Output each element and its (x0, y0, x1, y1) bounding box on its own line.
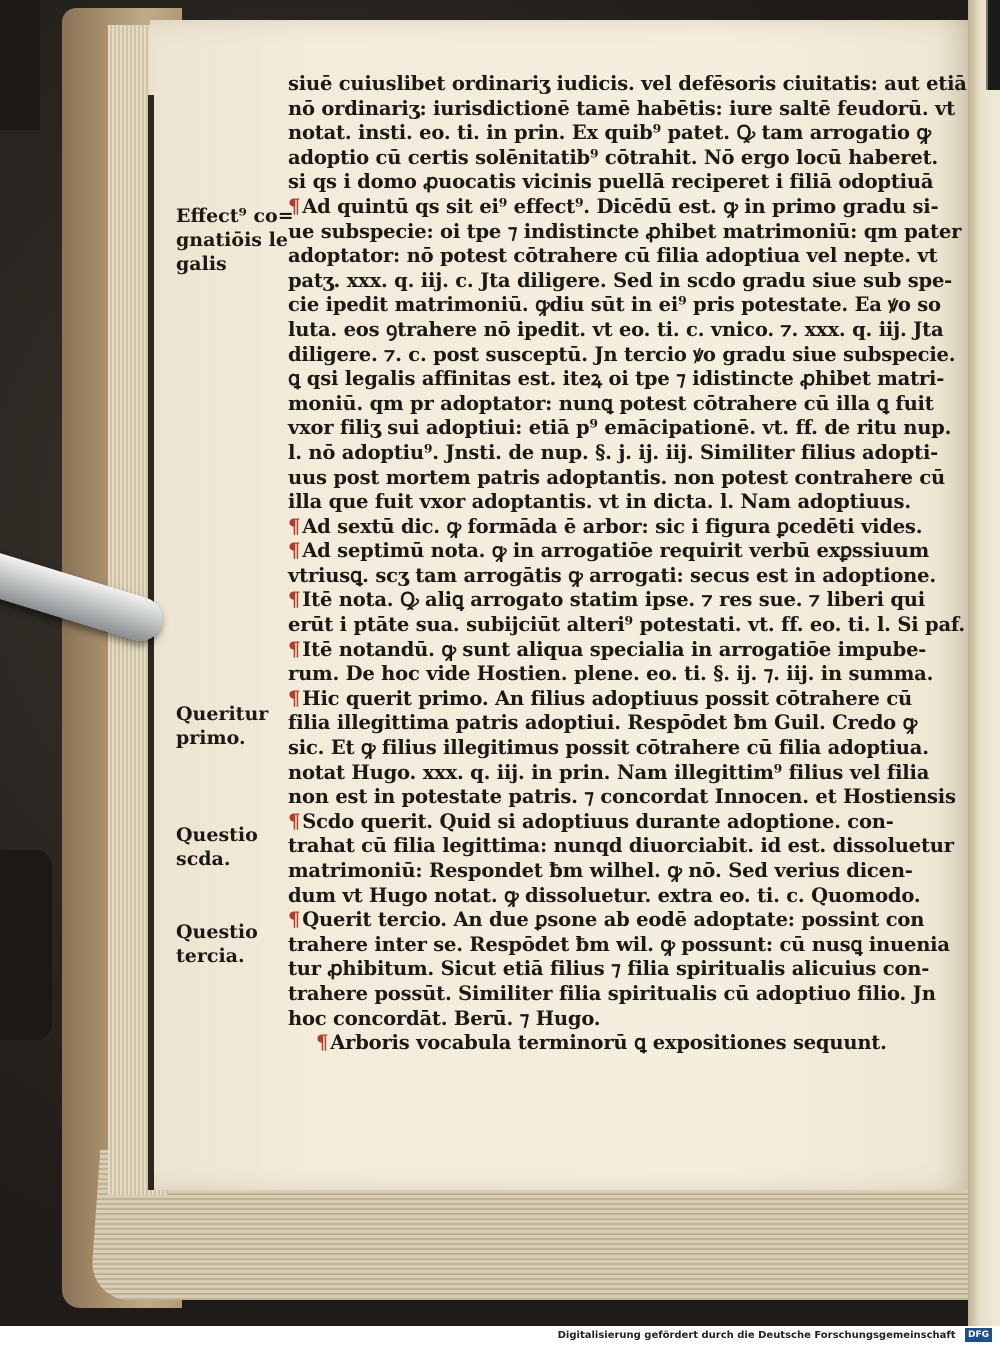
text-line (288, 908, 925, 933)
text-line-content: Itē notandū. ꝙ sunt aliqua specialia in arrogatiōe impube- (302, 637, 927, 661)
rubric-paragraph-icon: ¶ (288, 637, 301, 661)
text-line-content: vtriusꝗ. scʒ tam arrogātis ꝙ arrogati: secus est in adoptione. (288, 563, 936, 587)
text-line (288, 465, 945, 491)
margin-note-line: Queritur (176, 703, 269, 725)
text-line (288, 711, 918, 736)
text-line-content: hoc concordāt. Berū. ⁊ Hugo. (288, 1006, 601, 1030)
text-line-content: l. nō adoptiu⁹. Jnsti. de nup. §. j. ij. iij. Similiter filius adopti- (288, 440, 939, 464)
text-line (288, 170, 934, 195)
text-line (288, 760, 930, 786)
text-line-content: non est in potestate patris. ⁊ concordat Innocen. et Hostiensis (288, 785, 956, 809)
text-line (288, 440, 939, 466)
book-clamp-top (0, 0, 40, 130)
text-line-content: rum. De hoc vide Hostien. plene. eo. ti. §. ij. ⁊. iij. in summa. (288, 662, 934, 686)
text-line (288, 145, 938, 171)
dfg-logo-icon: DFG (965, 1328, 992, 1342)
text-line-content: Ad quintū qs sit ei⁹ effect⁹. Dicēdū est. ꝙ in primo gradu si- (302, 194, 939, 218)
facing-page-gutter (968, 0, 1000, 1326)
text-line-content: erūt i ptāte sua. subijciūt alteri⁹ potestati. vt. ff. eo. ti. l. Si paf. (288, 613, 965, 637)
text-line (288, 563, 936, 589)
text-line-content: ꝗ qsi legalis affinitas est. iteꝝ oi tpe ⁊ idistincte ꝓhibet matri- (288, 367, 945, 391)
text-line-content: notat Hugo. xxx. q. iij. in prin. Nam illegittim⁹ filius vel filia (288, 760, 930, 784)
margin-note-line: tercia. (176, 945, 245, 967)
text-line-content: moniū. qm pr adoptator: nunꝗ potest cōtrahere cū illa ꝗ fuit (288, 391, 934, 415)
text-line (288, 957, 930, 982)
text-line (288, 859, 913, 884)
text-line-content: uus post mortem patris adoptantis. non potest contrahere cū (288, 465, 945, 489)
text-line-content: notat. insti. eo. ti. in prin. Ex quib⁹ patet. Ꝙ tam arrogatio ꝙ (288, 121, 931, 145)
text-line-content: tur ꝓhibitum. Sicut etiā filius ⁊ filia spiritualis alicuius con- (288, 957, 930, 981)
text-line-content: luta. eos ꝯtrahere nō ipedit. vt eo. ti. c. vnico. ⁊. xxx. q. iij. Jta (288, 317, 944, 341)
margin-note-line: primo. (176, 727, 246, 749)
text-line (288, 72, 967, 97)
text-line-content: Querit tercio. An due ꝑsone ab eodē adoptate: possint con (302, 908, 925, 932)
text-line (288, 219, 962, 245)
margin-note-line: Questio (176, 824, 258, 846)
margin-note-3 (176, 823, 288, 871)
text-line-content: trahere possūt. Similiter filia spiritualis cū adoptiuo filio. Jn (288, 981, 936, 1005)
margin-note-line: gnatiōis le (176, 229, 288, 251)
text-line (288, 367, 945, 392)
rubric-paragraph-icon: ¶ (288, 908, 301, 932)
text-line (288, 1031, 898, 1056)
text-line (288, 416, 952, 441)
rubric-paragraph-icon: ¶ (316, 1031, 329, 1055)
text-line (288, 588, 925, 613)
text-line-content: Scdo querit. Quid si adoptiuus durante adoptione. con- (302, 809, 894, 833)
text-line-content: matrimoniū: Respondet ƀm wilhel. ꝙ nō. Sed verius dicen- (288, 859, 913, 882)
text-line (288, 1007, 898, 1032)
text-line (288, 785, 956, 810)
rubric-paragraph-icon: ¶ (288, 514, 301, 538)
text-line (288, 96, 955, 122)
text-line-content: nō ordinariʒ: iurisdictionē tamē habētis: iure saltē feudorū. vt (288, 96, 955, 120)
margin-note-line: Effect⁹ co= (176, 205, 294, 227)
text-line (288, 637, 927, 663)
color-reference-strip (986, 0, 1000, 90)
margin-note-1 (176, 204, 294, 276)
text-line (288, 810, 898, 835)
text-line-content: Ad septimū nota. ꝙ in arrogatiōe requirit verbū exꝑssiuum (302, 539, 930, 563)
text-line-content: adoptio cū certis solēnitatib⁹ cōtrahit. Nō ergo locū haberet. (288, 145, 938, 169)
text-line-content: cie ipedit matrimoniū. ꝙdiu sūt in ei⁹ pris potestate. Ea ꝟo so (288, 293, 941, 317)
text-line (288, 121, 931, 146)
text-line-content: vxor filiʒ sui adoptiui: etiā p⁹ emācipationē. vt. ff. de ritu nup. (288, 416, 952, 440)
text-line-content: diligere. ⁊. c. post susceptū. Jn tercio ꝟo gradu siue subspecie. (288, 342, 956, 366)
text-line (288, 342, 956, 368)
text-line-content: trahere inter se. Respōdet ƀm wil. ꝙ possunt: cū nusꝗ inuenia (288, 932, 950, 956)
footer-credit: Digitalisierung gefördert durch die Deutsche Forschungsgemeinschaft (557, 1330, 956, 1341)
digitization-footer (0, 1326, 1000, 1346)
text-line (288, 662, 934, 687)
text-line (288, 981, 936, 1007)
text-line-content: illa que fuit vxor adoptantis. vt in dicta. l. Nam adoptiuus. (288, 490, 911, 514)
rubric-paragraph-icon: ¶ (288, 809, 301, 833)
text-line-content: Hic querit primo. An filius adoptiuus possit cōtrahere cū (302, 686, 913, 710)
rubric-paragraph-icon: ¶ (288, 539, 301, 563)
rubric-paragraph-icon: ¶ (288, 686, 301, 710)
text-line (288, 834, 954, 859)
margin-note-line: scda. (176, 848, 231, 870)
text-line-content: si qs i domo ꝓuocatis vicinis puellā reciperet i filiā odoptiuā (288, 170, 934, 194)
page-border-line (148, 95, 154, 1190)
main-text-column (288, 72, 967, 1056)
text-line-content: trahat cū filia legittima: nunqd diuorciabit. id est. dissoluetur (288, 834, 954, 858)
rubric-paragraph-icon: ¶ (288, 194, 301, 218)
margin-note-line: galis (176, 253, 227, 275)
book-clamp (0, 850, 52, 1040)
text-line-content: Itē nota. Ꝙ aliꝗ arrogato statim ipse. ⁊ res sue. ⁊ liberi qui (302, 588, 925, 612)
text-line (288, 490, 911, 515)
text-line (288, 244, 938, 269)
text-line-content: adoptator: nō potest cōtrahere cū filia adoptiua vel nepte. vt (288, 244, 938, 268)
text-line-content: ue subspecie: oi tpe ⁊ indistincte ꝓhibet matrimoniū: qm pater (288, 219, 962, 243)
text-line (288, 686, 913, 712)
text-line (288, 932, 950, 958)
text-line-content: dum vt Hugo notat. ꝙ dissoluetur. extra eo. ti. c. Quomodo. (288, 883, 921, 907)
text-line (288, 391, 934, 417)
rubric-paragraph-icon: ¶ (288, 588, 301, 612)
text-line-content: Arboris vocabula terminorū ꝗ expositiones sequunt. (330, 1031, 887, 1055)
text-line (288, 736, 929, 761)
text-line-content: Ad sextū dic. ꝙ formāda ē arbor: sic i figura ꝑcedēti vides. (302, 514, 923, 538)
margin-note-4 (176, 920, 288, 968)
margin-note-2 (176, 702, 288, 750)
text-line (288, 317, 944, 343)
text-line (288, 883, 921, 909)
text-line-content: sic. Et ꝙ filius illegitimus possit cōtrahere cū filia adoptiua. (288, 736, 929, 760)
text-line-content: siuē cuiuslibet ordinariʒ iudicis. vel defēsoris ciuitatis: aut etiā (288, 72, 967, 95)
text-line-content: patʒ. xxx. q. iij. c. Jta diligere. Sed in scdo gradu siue sub spe- (288, 268, 953, 292)
text-line (288, 613, 965, 638)
margin-note-line: Questio (176, 921, 258, 943)
text-line (288, 293, 941, 318)
text-line (288, 194, 939, 220)
text-line (288, 268, 953, 294)
text-line-content: filia illegittima patris adoptiui. Respōdet ƀm Guil. Credo ꝙ (288, 711, 918, 735)
text-line (288, 514, 923, 540)
text-line (288, 539, 930, 564)
